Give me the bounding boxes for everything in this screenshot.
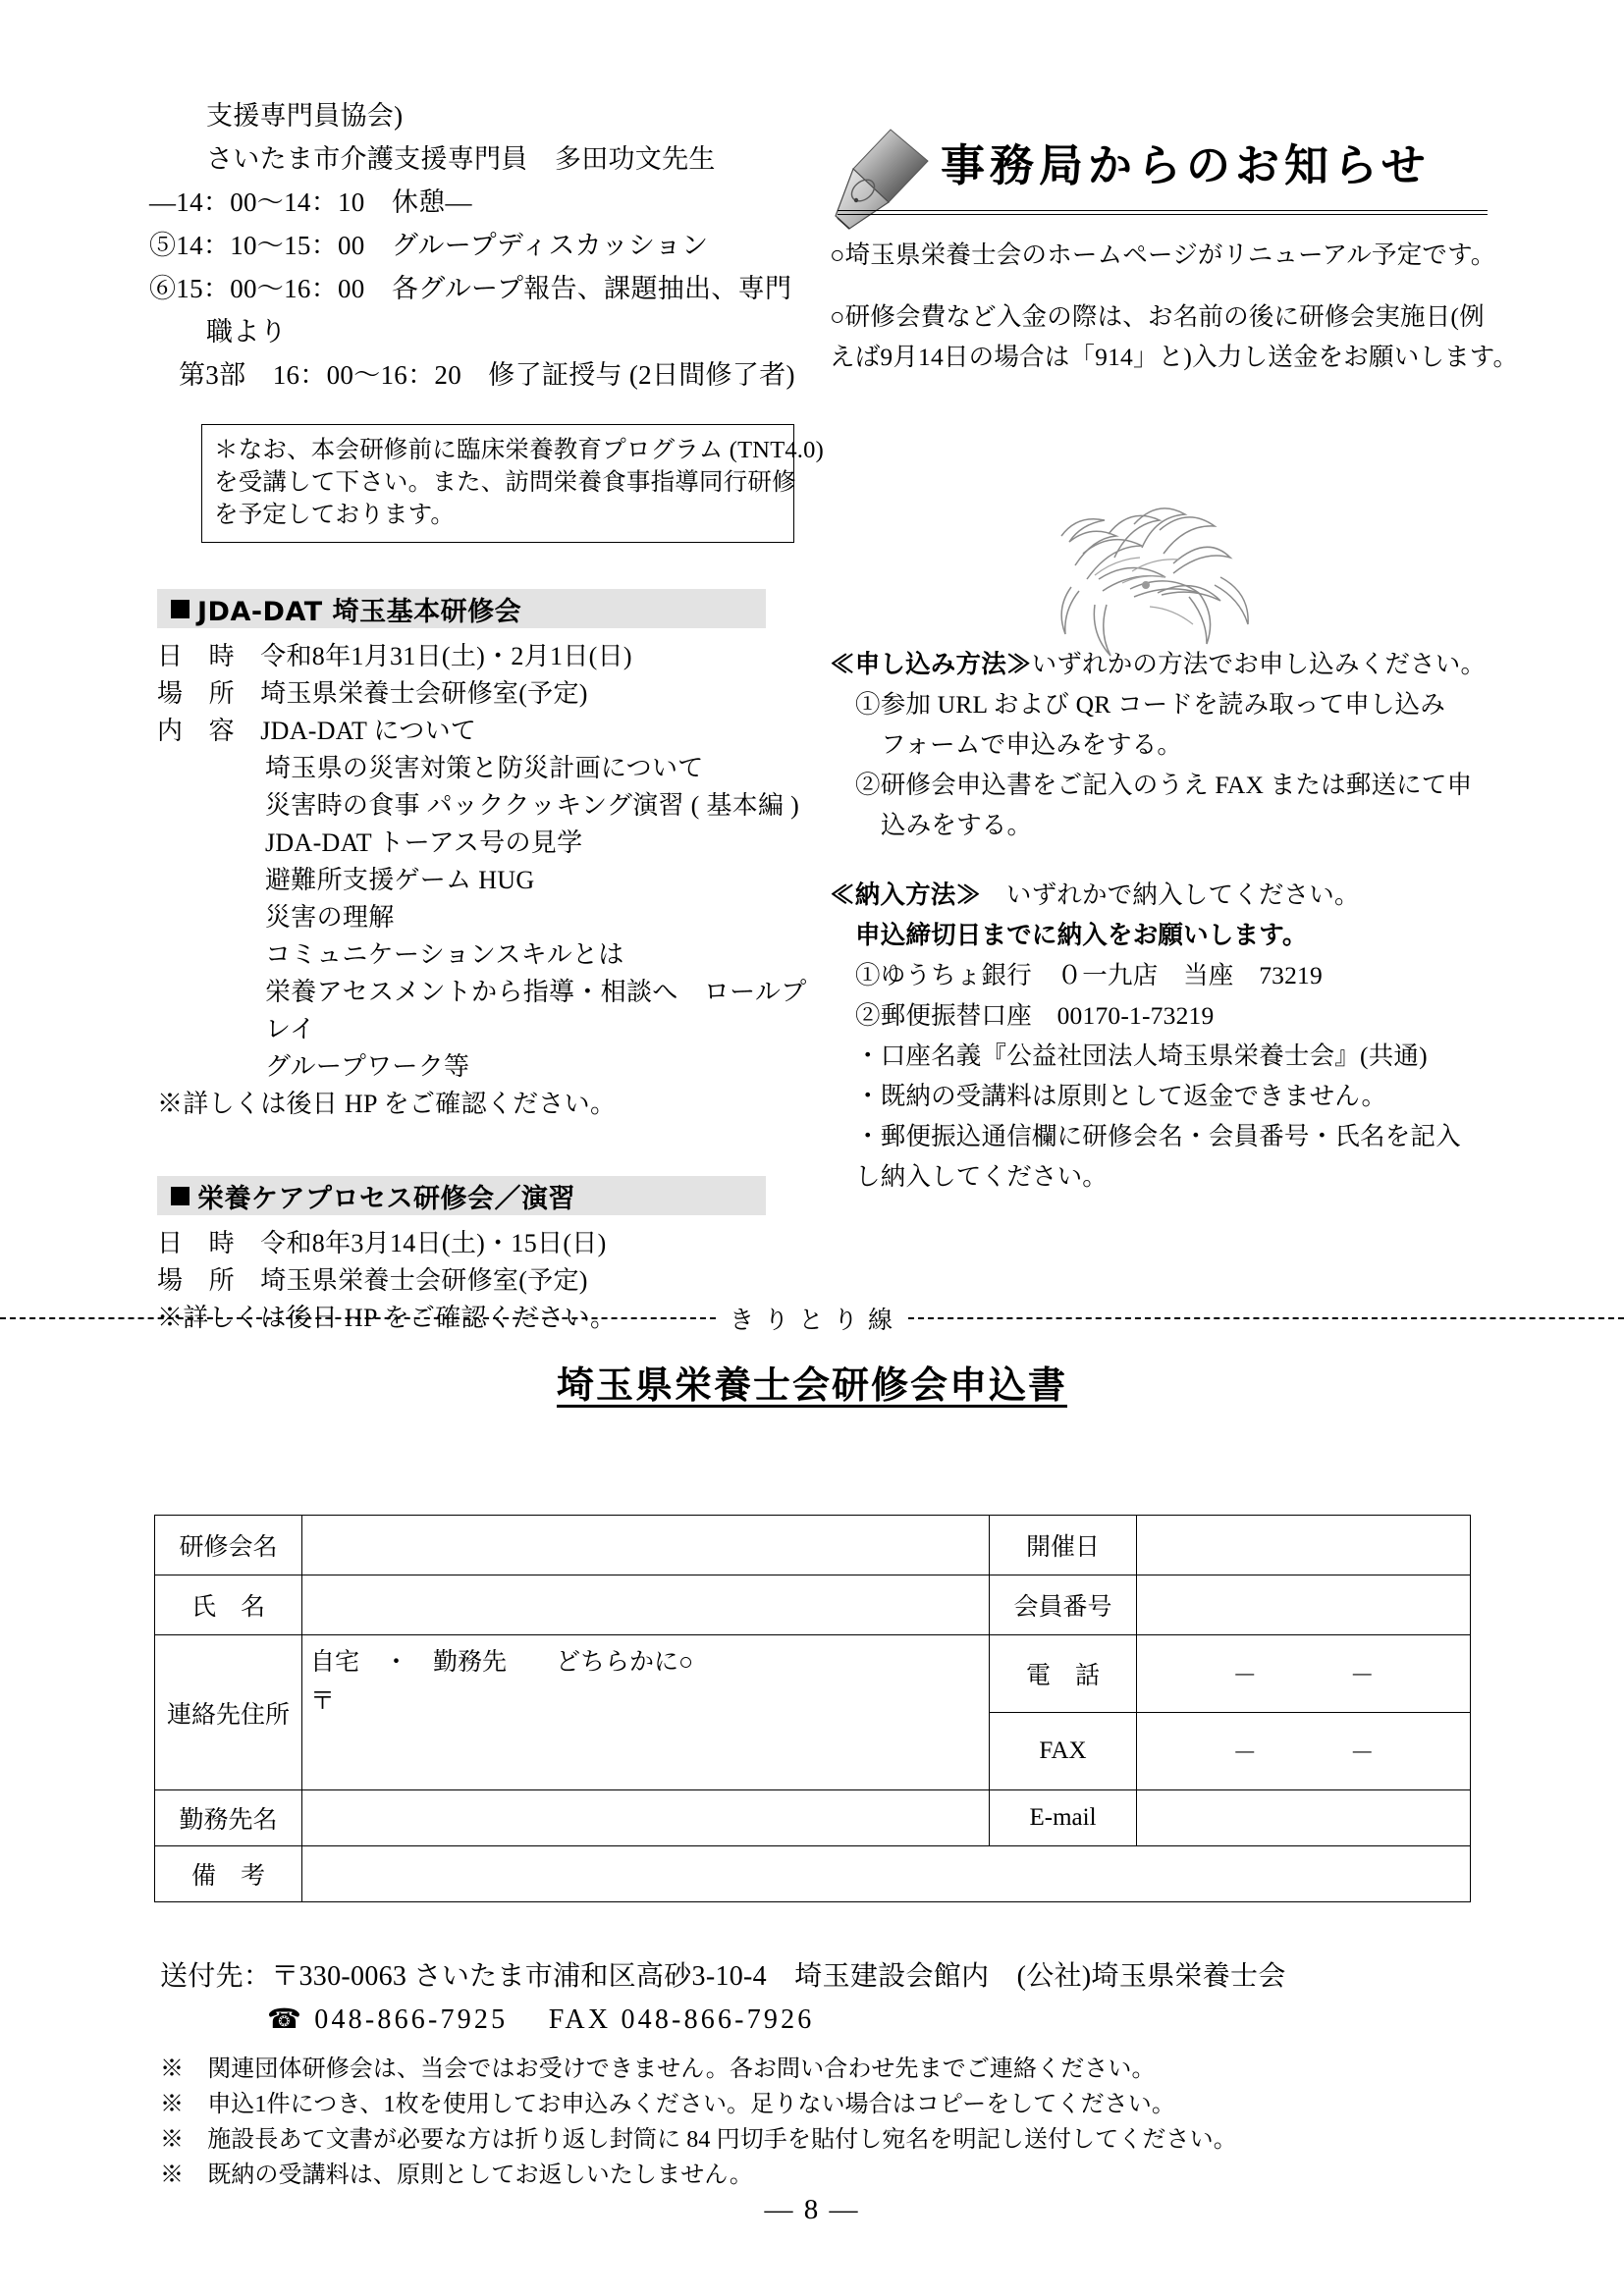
- office-notice-header: [830, 108, 1517, 221]
- dash-separator: －: [1232, 1740, 1258, 1767]
- note-line: を予定しております。: [214, 502, 456, 528]
- table-row: [155, 1790, 1471, 1846]
- square-bullet-icon: [171, 600, 189, 618]
- footer-contact: [0, 1955, 1624, 2042]
- field-label-event-date: 開催日: [990, 1516, 1137, 1575]
- office-notice-body: [830, 235, 1517, 377]
- field-label-workplace-name: 勤務先名: [155, 1790, 302, 1846]
- field-label-contact-address: 連絡先住所: [155, 1635, 302, 1790]
- field-input-event-date[interactable]: [1137, 1516, 1471, 1575]
- footer-note: ※ 既納の受講料は、原則としてお返しいたしません。: [160, 2163, 753, 2188]
- field-input-telephone[interactable]: [1137, 1635, 1471, 1713]
- content-item: レイ: [265, 1015, 316, 1043]
- application-form-title: 埼玉県栄養士会研修会申込書: [556, 1362, 1067, 1407]
- payment-deadline-note: 申込締切日までに納入をお願いします。: [855, 921, 1308, 949]
- section-heading-label: 栄養ケアプロセス研修会／演習: [197, 1183, 575, 1214]
- section-footnote: ※詳しくは後日 HP をご確認ください。: [157, 1090, 617, 1118]
- telephone-fax-line: ☎ 048-866-7925 FAX 048-866-7926: [267, 2004, 815, 2035]
- field-input-remarks[interactable]: [302, 1846, 1471, 1902]
- jda-dat-details: [157, 638, 844, 1123]
- apply-method-item: フォームで申込みをする。: [881, 730, 1183, 759]
- detail-row: 場 所 埼玉県栄養士会研修室(予定): [157, 679, 588, 708]
- field-label-email: E-mail: [990, 1790, 1137, 1846]
- field-input-workplace-name[interactable]: [302, 1790, 990, 1846]
- content-item: 災害時の食事 パッククッキング演習 ( 基本編 ): [265, 791, 800, 820]
- dash-separator: －: [1232, 1663, 1258, 1689]
- table-row: [155, 1516, 1471, 1575]
- section-heading-care-process: [157, 1176, 766, 1215]
- office-notice-title: 事務局からのお知らせ: [941, 139, 1431, 191]
- fountain-pen-nib-icon: [830, 126, 947, 234]
- payment-method-block: [830, 875, 1517, 1197]
- spacer: [830, 275, 1517, 296]
- payment-bullet: ・郵便振込通信欄に研修会名・会員番号・氏名を記入: [855, 1122, 1461, 1150]
- field-input-course-name[interactable]: [302, 1516, 990, 1575]
- schedule-line: 第3部 16：00〜16：20 修了証授与 (2日間修了者): [179, 360, 795, 390]
- footer-note: ※ 申込1件につき、1枚を使用してお申込みください。足りない場合はコピーをしてください。: [160, 2092, 1175, 2117]
- content-item: JDA-DAT トーアス号の見学: [265, 828, 583, 857]
- tnt-note-box: [201, 424, 824, 543]
- cut-line-dash-left: [0, 1317, 716, 1319]
- payment-bullet: し納入してください。: [855, 1162, 1109, 1191]
- table-row: [155, 1575, 1471, 1635]
- dash-separator: －: [1349, 1663, 1375, 1689]
- payment-method-heading-label: ≪納入方法≫: [830, 881, 982, 909]
- section-heading-label: JDA-DAT 埼玉基本研修会: [197, 596, 522, 627]
- apply-method-item: ②研修会申込書をご記入のうえ FAX または郵送にて申: [855, 771, 1473, 799]
- field-label-remarks: 備 考: [155, 1846, 302, 1902]
- field-input-name[interactable]: [302, 1575, 990, 1635]
- spider-lily-illustration: [1016, 489, 1262, 661]
- square-bullet-icon: [171, 1187, 189, 1205]
- schedule-line: ⑥15：00〜16：00 各グループ報告、課題抽出、専門: [149, 274, 792, 303]
- detail-row: 日 時 令和8年3月14日(土)・15日(日): [157, 1229, 607, 1257]
- application-form-table: [154, 1515, 1471, 1902]
- content-item: 栄養アセスメントから指導・相談へ ロールプ: [265, 978, 807, 1006]
- content-item: 避難所支援ゲーム HUG: [265, 866, 535, 894]
- postal-code-mark: 〒: [310, 1688, 336, 1715]
- apply-method-item: ①参加 URL および QR コードを読み取って申し込み: [855, 690, 1446, 719]
- notice-line: ○埼玉県栄養士会のホームページがリニューアル予定です。: [830, 240, 1496, 269]
- field-label-fax: FAX: [990, 1713, 1137, 1790]
- table-row: [155, 1635, 1471, 1713]
- schedule-line: ⑤14：10〜15：00 グループディスカッション: [149, 231, 709, 260]
- payment-method-heading-tail: いずれかで納入してください。: [981, 881, 1360, 909]
- note-line: ＊なお、本会研修前に臨床栄養教育プログラム (TNT4.0): [214, 437, 824, 463]
- schedule-block: [149, 94, 827, 397]
- fax-dashes: [1145, 1734, 1462, 1769]
- payment-account: ②郵便振替口座 00170-1-73219: [855, 1001, 1215, 1030]
- footer-notes: [160, 2052, 1486, 2193]
- payment-method-heading: [830, 875, 1517, 915]
- section-heading-jda-dat: [157, 589, 766, 628]
- cut-line-label: き り と り 線: [730, 1308, 895, 1334]
- content-item: グループワーク等: [265, 1052, 470, 1081]
- field-label-name: 氏 名: [155, 1575, 302, 1635]
- page-number: — 8 —: [764, 2194, 860, 2225]
- schedule-line: さいたま市介護支援専門員 多田功文先生: [206, 144, 716, 174]
- field-label-member-number: 会員番号: [990, 1575, 1137, 1635]
- detail-row: 内 容 JDA-DAT について: [157, 717, 477, 745]
- footer-note: ※ 関連団体研修会は、当会ではお受けできません。各お問い合わせ先までご連絡ください。: [160, 2056, 1156, 2082]
- section-footnote: ※詳しくは後日 HP をご確認ください。: [157, 1304, 617, 1332]
- cut-line-dash-right: [908, 1317, 1624, 1319]
- content-item: 災害の理解: [265, 903, 395, 932]
- detail-row: 日 時 令和8年1月31日(土)・2月1日(日): [157, 642, 632, 670]
- telephone-dashes: [1145, 1656, 1462, 1691]
- field-input-contact-address[interactable]: [302, 1635, 990, 1790]
- note-line: を受講して下さい。また、訪問栄養食事指導同行研修: [214, 469, 796, 496]
- apply-method-block: [830, 644, 1517, 845]
- payment-bullet: ・口座名義『公益社団法人埼玉県栄養士会』(共通): [855, 1041, 1428, 1070]
- field-label-telephone: 電 話: [990, 1635, 1137, 1713]
- schedule-line: 支援専門員協会): [206, 101, 404, 131]
- schedule-line: 職より: [206, 317, 287, 347]
- field-input-email[interactable]: [1137, 1790, 1471, 1846]
- content-item: 埼玉県の災害対策と防災計画について: [265, 754, 704, 782]
- footer-note: ※ 施設長あて文書が必要な方は折り返し封筒に 84 円切手を貼付し宛名を明記し送付してください。: [160, 2127, 1237, 2153]
- payment-bullet: ・既納の受講料は原則として返金できません。: [855, 1082, 1387, 1110]
- apply-method-heading-tail: いずれかの方法でお申し込みください。: [1031, 650, 1487, 678]
- notice-line: ○研修会費など入金の際は、お名前の後に研修会実施日(例: [830, 302, 1485, 331]
- field-input-fax[interactable]: [1137, 1713, 1471, 1790]
- title-underline-rule: [838, 210, 1488, 215]
- payment-account: ①ゆうちょ銀行 ０一九店 当座 73219: [855, 961, 1323, 989]
- field-label-course-name: 研修会名: [155, 1516, 302, 1575]
- apply-method-item: 込みをする。: [881, 811, 1033, 839]
- content-item: コミュニケーションスキルとは: [265, 940, 624, 969]
- schedule-line: —14：00〜14：10 休憩—: [149, 187, 472, 217]
- send-to-address: 送付先：〒330-0063 さいたま市浦和区高砂3-10-4 埼玉建設会館内 (公社)埼玉県栄養士会: [160, 1961, 1286, 1992]
- cut-line: [0, 1301, 1624, 1336]
- address-choice-hint: 自宅 ・ 勤務先 どちらかに○: [310, 1649, 694, 1676]
- detail-row: 場 所 埼玉県栄養士会研修室(予定): [157, 1266, 588, 1295]
- notice-line: えば9月14日の場合は「914」と)入力し送金をお願いします。: [830, 343, 1519, 371]
- apply-method-heading-label: ≪申し込み方法≫: [830, 650, 1032, 678]
- table-row: [155, 1846, 1471, 1902]
- field-input-member-number[interactable]: [1137, 1575, 1471, 1635]
- dash-separator: －: [1349, 1740, 1375, 1767]
